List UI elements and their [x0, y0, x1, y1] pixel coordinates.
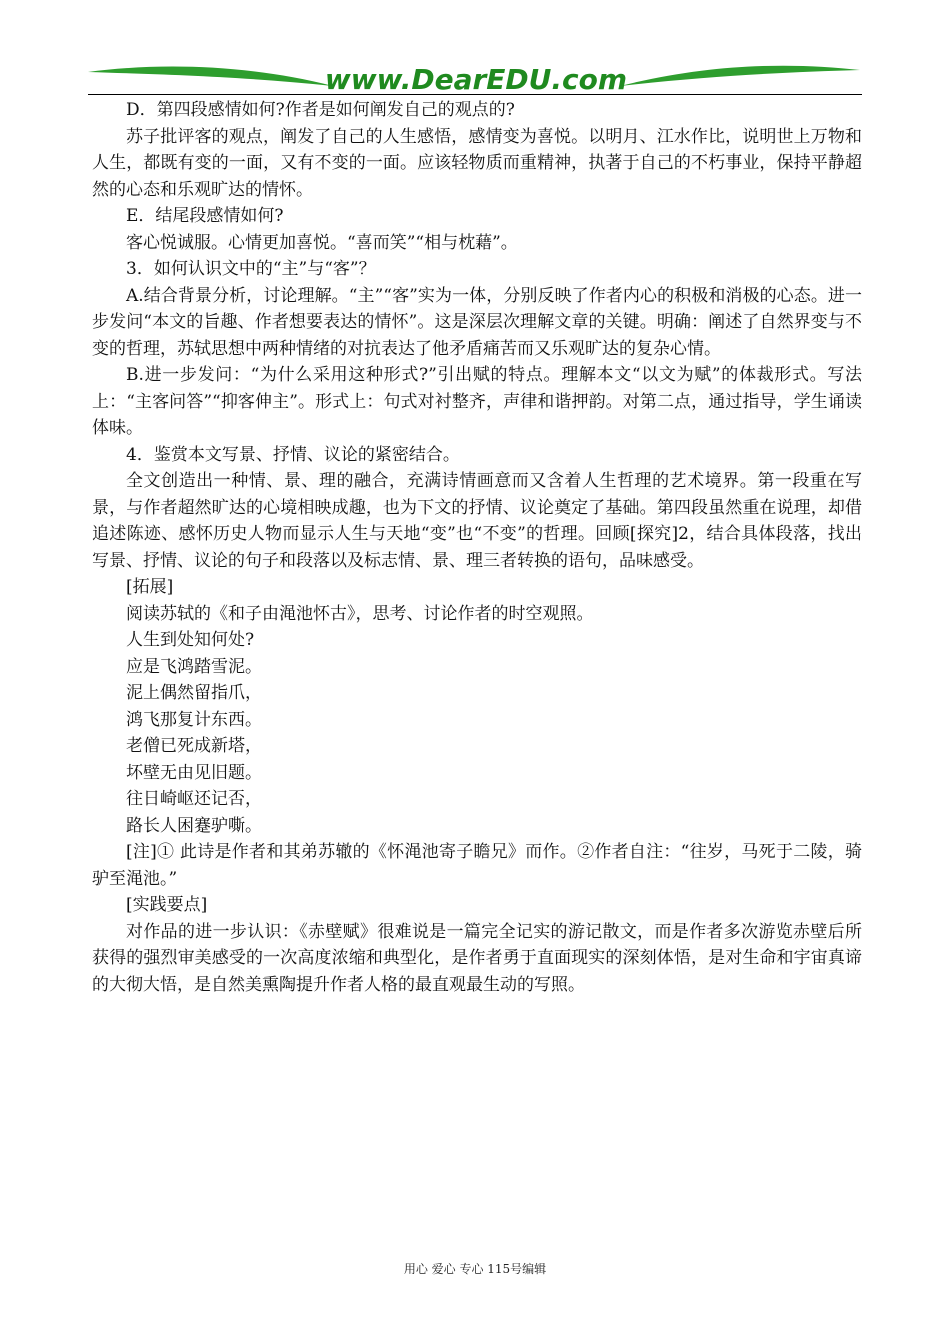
paragraph: B.进一步发问：“为什么采用这种形式?”引出赋的特点。理解本文“以文为赋”的体裁形式。写法上：“主客问答”“抑客伸主”。形式上：句式对衬整齐，声律和谐押韵。对第二点，通过指导，学生诵读体味。 [92, 365, 862, 438]
paragraph: 阅读苏轼的《和子由渑池怀古》，思考、讨论作者的时空观照。 [126, 603, 594, 624]
document-body [92, 97, 862, 998]
poem-line: 鸿飞那复计东西。 [126, 709, 262, 730]
poem-line: 往日崎岖还记否， [126, 789, 262, 809]
right-swoosh [620, 66, 860, 86]
site-header [88, 60, 862, 98]
page-footer: 用心 爱心 专心 115号编辑 [403, 1262, 547, 1276]
left-swoosh [88, 67, 333, 86]
poem-line: 泥上偶然留指爪， [126, 683, 262, 703]
section-label: [实践要点] [126, 895, 208, 915]
section-heading: 4．鉴赏本文写景、抒情、议论的紧密结合。 [126, 444, 460, 465]
paragraph: 苏子批评客的观点，阐发了自己的人生感悟，感情变为喜悦。以明月、江水作比，说明世上万物和人生，都既有变的一面，又有不变的一面。应该轻物质而重精神，执著于自己的不朽事业，保持平静超然的心态和乐观旷达的情怀。 [92, 126, 862, 200]
paragraph: A.结合背景分析，讨论理解。“主”“客”实为一体，分别反映了作者内心的积极和消极的心态。进一步发问“本文的旨趣、作者想要表达的情怀”。这是深层次理解文章的关键。明确：阐述了自然界变与不变的哲理，苏轼思想中两种情绪的对抗表达了他矛盾痛苦而又乐观旷达的复杂心情。 [92, 285, 862, 359]
paragraph: E．结尾段感情如何? [126, 206, 284, 226]
header-banner [88, 60, 862, 98]
poem-line: 应是飞鸿踏雪泥。 [126, 656, 262, 677]
poem-line: 坏壁无由见旧题。 [126, 762, 262, 783]
poem-line: 老僧已死成新塔， [126, 736, 262, 756]
paragraph: 对作品的进一步认识：《赤壁赋》很难说是一篇完全记实的游记散文，而是作者多次游览赤壁后所获得的强烈审美感受的一次高度浓缩和典型化，是作者勇于直面现实的深刻体悟，是对生命和宇宙真谛的大彻大悟，是自然美熏陶提升作者人格的最直观最生动的写照。 [92, 921, 862, 995]
paragraph: 客心悦诚服。心情更加喜悦。“喜而笑”“相与枕藉”。 [126, 232, 518, 253]
paragraph: D．第四段感情如何?作者是如何阐发自己的观点的? [126, 100, 515, 120]
site-logo-text: www.DearEDU.com [324, 63, 628, 96]
paragraph: 全文创造出一种情、景、理的融合，充满诗情画意而又含着人生哲理的艺术境界。第一段重在写景，与作者超然旷达的心境相映成趣，也为下文的抒情、议论奠定了基础。第四段虽然重在说理，却借追述陈迹、感怀历史人物而显示人生与天地“变”也“不变”的哲理。回顾[探究]2，结合具体段落，找出写景、抒情、议论的句子和段落以及标志情、景、理三者转换的语句，品味感受。 [92, 471, 862, 571]
section-label: [拓展] [126, 577, 174, 597]
poem-line: 路长人困蹇驴嘶。 [126, 815, 262, 836]
section-heading: 3．如何认识文中的“主”与“客”？ [126, 259, 376, 279]
footnote: [注]① 此诗是作者和其弟苏辙的《怀渑池寄子瞻兄》而作。②作者自注：“往岁，马死于二陵，骑驴至渑池。” [92, 842, 862, 889]
poem-line: 人生到处知何处? [126, 630, 255, 650]
